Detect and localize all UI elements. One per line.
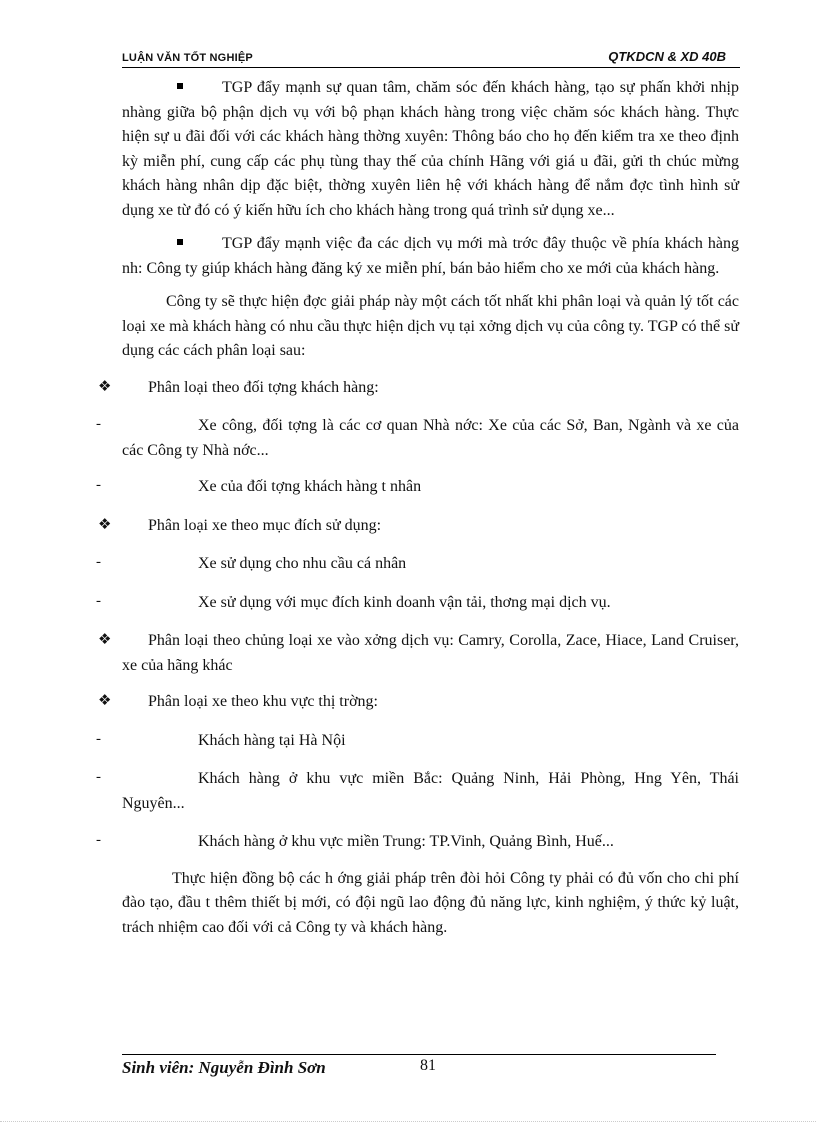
dash-bullet: - (96, 832, 101, 848)
list-item-personal-use (96, 552, 739, 577)
list-item-text: Phân loại xe theo khu vực thị trờng: (148, 693, 378, 710)
list-item-text: Khách hàng ở khu vực miền Trung: TP.Vinh, Quảng Bình, Huế... (198, 833, 614, 850)
list-item-by-region (98, 690, 739, 715)
list-item-text: Khách hàng ở khu vực miền Bắc: Quảng Ninh, Hải Phòng, Hng Yên, Thái Nguyên... (122, 770, 739, 812)
list-item-text: Phân loại theo chủng loại xe vào xởng dịch vụ: Camry, Corolla, Zace, Hiace, Land Cruiser, xe của hãng khác (122, 632, 739, 674)
list-item-text: Phân loại xe theo mục đích sử dụng: (148, 516, 382, 534)
diamond-bullet-icon: ❖ (98, 691, 112, 709)
document-body (96, 76, 739, 940)
footer-student-name: Sinh viên: Nguyễn Đình Sơn (122, 1058, 326, 1077)
header-title: LUẬN VĂN TỐT NGHIỆP (122, 52, 253, 64)
dash-bullet: - (96, 730, 101, 747)
diamond-bullet-icon: ❖ (98, 514, 112, 533)
list-item-text: Xe công, đối tợng là các cơ quan Nhà nớc: Xe của các Sở, Ban, Ngành và xe của các Công ty Nhà nớc... (122, 417, 739, 459)
diamond-bullet-icon: ❖ (98, 630, 112, 648)
list-item-text: Khách hàng tại Hà Nội (198, 731, 346, 749)
list-item-public-vehicles (96, 414, 739, 463)
header-rule (122, 67, 740, 68)
diamond-bullet-icon: ❖ (98, 376, 112, 395)
paragraph-text: TGP đẩy mạnh sự quan tâm, chăm sóc đến khách hàng, tạo sự phấn khởi nhịp nhàng giữa bộ phận dịch vụ với bộ phạn khách hàng trong việc chăm sóc khách hàng. Thực hiện sự u đãi đối với các khách hàng thờng xuyên: Thông báo cho họ đến kiểm tra xe theo định kỳ miễn phí, cung cấp các phụ tùng thay thế của chính Hãng với giá u đãi, gửi th chúc mừng khách hàng nhân dịp đặc biệt, thờng xuyên liên hệ với khách hàng để nắm đợc tình hình sử dụng xe từ đó có ý kiến hữu ích cho khách hàng trong quá trình sử dụng xe... (122, 79, 739, 219)
page-number: 81 (420, 1057, 436, 1074)
paragraph-customer-care (122, 76, 739, 223)
list-item-by-purpose (98, 514, 739, 539)
dash-bullet: - (96, 592, 101, 609)
square-bullet-icon (177, 239, 183, 245)
list-item-central (96, 830, 739, 855)
footer-rule (122, 1054, 716, 1055)
paragraph-text: TGP đẩy mạnh việc đa các dịch vụ mới mà trớc đây thuộc về phía khách hàng nh: Công ty giúp khách hàng đăng ký xe miễn phí, bán bảo hiểm cho xe mới của khách hàng. (122, 235, 739, 277)
list-item-text: Phân loại theo đối tợng khách hàng: (148, 378, 379, 396)
page-bottom-border (0, 1121, 816, 1122)
list-item-by-model (98, 629, 739, 678)
paragraph-classification-intro: Công ty sẽ thực hiện đợc giải pháp này một cách tốt nhất khi phân loại và quản lý tốt các loại xe mà khách hàng có nhu cầu thực hiện dịch vụ tại xởng dịch vụ của công ty. TGP có thể sử dụng các cách phân loại sau: (122, 293, 739, 359)
list-item-private-vehicles (96, 475, 739, 500)
list-item-hanoi (96, 729, 739, 754)
list-item-text: Xe của đối tợng khách hàng t nhân (198, 478, 422, 495)
paragraph-conclusion: Thực hiện đồng bộ các h ớng giải pháp trên đòi hỏi Công ty phải có đủ vốn cho chi phí đào tạo, đầu t thêm thiết bị mới, có đội ngũ lao động đủ năng lực, kinh nghiệm, ý thức kỷ luật, trách nhiệm cao đối với cả Công ty và khách hàng. (122, 869, 739, 936)
square-bullet-icon (177, 83, 183, 89)
header-class-code: QTKDCN & XD 40B (608, 49, 726, 64)
list-item-north (96, 767, 739, 816)
list-item-text: Xe sử dụng cho nhu cầu cá nhân (198, 555, 407, 572)
list-item-business-use (96, 591, 739, 616)
dash-bullet: - (96, 554, 101, 570)
dash-bullet: - (96, 416, 101, 432)
dash-bullet: - (96, 477, 101, 493)
list-item-text: Xe sử dụng với mục đích kinh doanh vận tải, thơng mại dịch vụ. (198, 593, 611, 611)
list-item-by-customer (98, 376, 739, 401)
dash-bullet: - (96, 769, 101, 785)
paragraph-new-services (122, 232, 739, 281)
